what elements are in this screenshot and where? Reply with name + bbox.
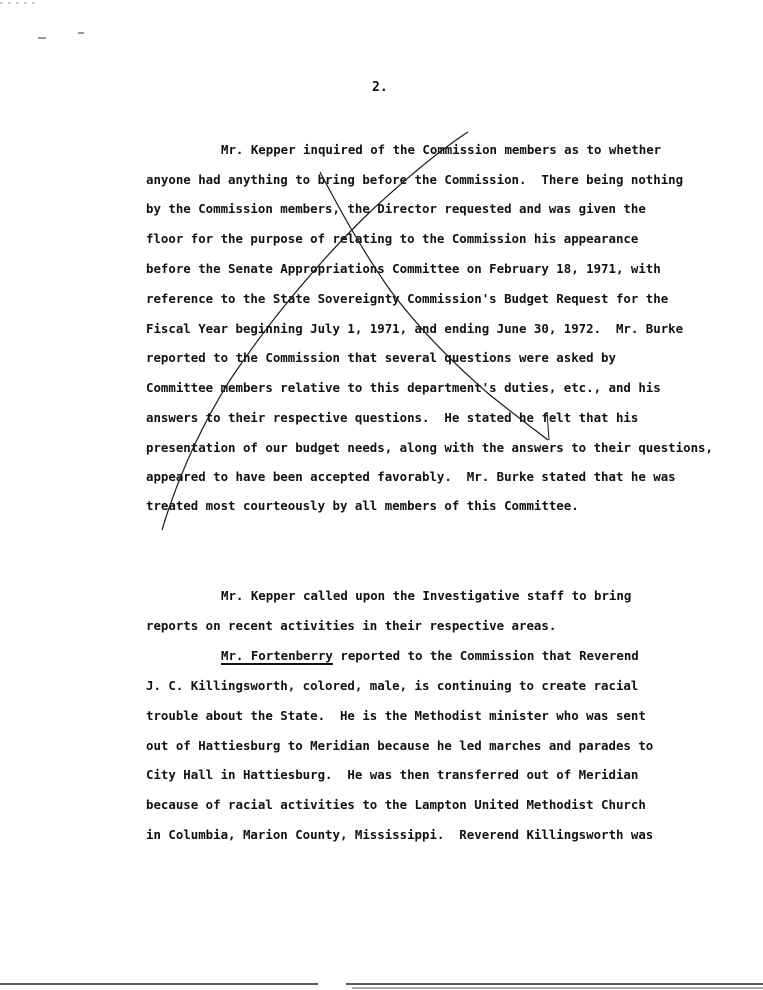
paragraph-line: Committee members relative to this department's duties, etc., and his: [146, 380, 661, 395]
paragraph-line: reports on recent activities in their respective areas.: [146, 618, 557, 633]
paragraph-line: [221, 648, 639, 663]
page-number: 2.: [372, 80, 388, 95]
paragraph-line: treated most courteously by all members of this Committee.: [146, 498, 579, 513]
paragraph-line: answers to their respective questions. He stated he felt that his: [146, 410, 639, 425]
paragraph-line: by the Commission members, the Director requested and was given the: [146, 201, 646, 216]
underlined-name: Mr. Fortenberry: [221, 648, 333, 663]
line-text: reported to the Commission that Reverend: [332, 648, 639, 663]
paragraph-line: Mr. Kepper inquired of the Commission members as to whether: [221, 142, 662, 157]
paragraph-line: reported to the Commission that several questions were asked by: [146, 350, 616, 365]
paragraph-line: Fiscal Year beginning July 1, 1971, and ending June 30, 1972. Mr. Burke: [146, 321, 684, 336]
paragraph-line: trouble about the State. He is the Methodist minister who was sent: [146, 708, 646, 723]
paragraph-line: in Columbia, Marion County, Mississippi. Reverend Killingsworth was: [146, 827, 654, 842]
paragraph-line: Mr. Kepper called upon the Investigative staff to bring: [221, 588, 632, 603]
paragraph-line: anyone had anything to bring before the Commission. There being nothing: [146, 172, 684, 187]
paragraph-line: floor for the purpose of relating to the Commission his appearance: [146, 231, 639, 246]
paragraph-line: City Hall in Hattiesburg. He was then transferred out of Meridian: [146, 767, 639, 782]
paragraph-line: J. C. Killingsworth, colored, male, is continuing to create racial: [146, 678, 639, 693]
paragraph-line: out of Hattiesburg to Meridian because he led marches and parades to: [146, 738, 654, 753]
paragraph-line: because of racial activities to the Lampton United Methodist Church: [146, 797, 646, 812]
paragraph-line: presentation of our budget needs, along with the answers to their questions,: [146, 440, 713, 455]
paragraph-line: reference to the State Sovereignty Commission's Budget Request for the: [146, 291, 669, 306]
paragraph-line: appeared to have been accepted favorably. Mr. Burke stated that he was: [146, 469, 676, 484]
paragraph-line: before the Senate Appropriations Committee on February 18, 1971, with: [146, 261, 661, 276]
